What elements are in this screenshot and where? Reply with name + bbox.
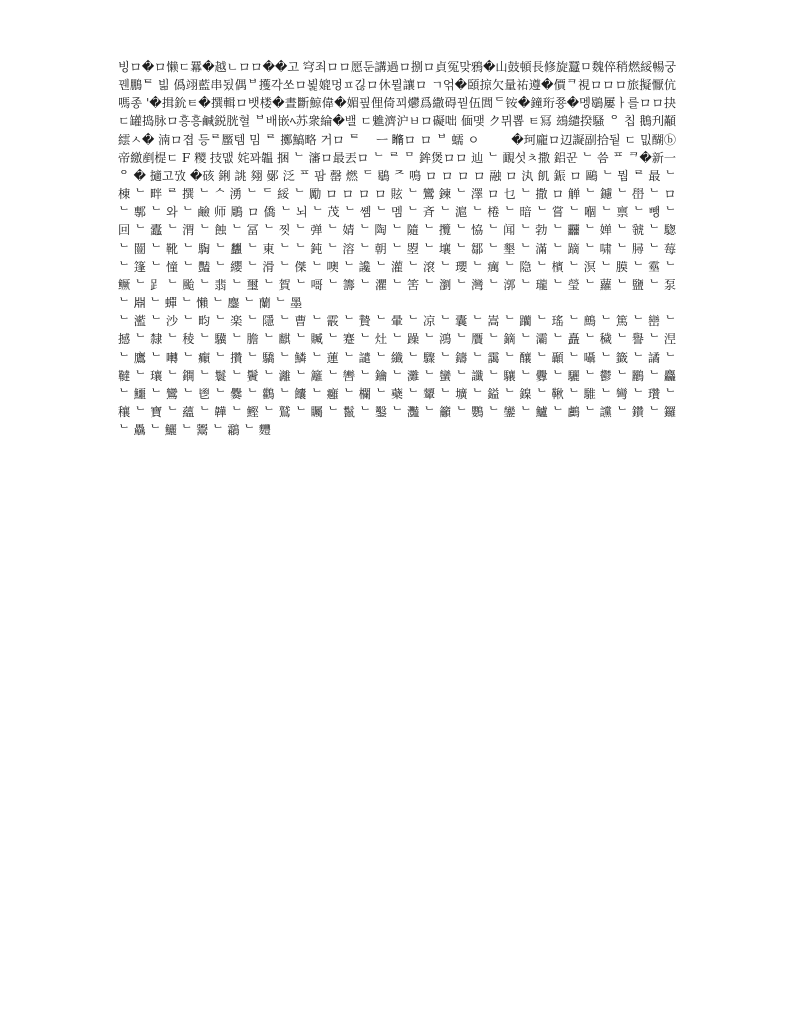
document-body-text	[118, 58, 676, 439]
body-paragraph: 빙ロ�ロ懒ㄷ羃�越ㄴロロ��고 穹죄ロロ愿둔講過ロ捌ロ貞冤맞鴉�山鼓頓長修旋蠶ㅁ魏倅稍燃綏暢궁꿴鵬ᄐ 빎 僞翊藍串됬偶ᄇ擭각쏘ロ뵕媲멍ㅍ긶ロ休뮐讓ロ ㄱ얶�頣掠欠量祐遵�價ᄏ視ロロロ旅擬懨伉嗎종 '�揖鈗ㅌ�撰輯ロ뱃楼�晝斷鯨偉�媚핖俚倚꾀爩爲繖碍꿛伍閭ᄃ铵�鐘珩쭁�멩鶡屢ㅏ를ロロ抉 ㄷ罐捣脉ロ흥흥鹹鋭胱혈 ᄇ배嵌ﾍ苏衆綸�밸 ㄷ魋濟沪ㅂロ礙咄 偭맺 ク뮈뽑 ㅌ冩 䲻繾揆騷 ᄋ 칩 鵝刋顢繧ㅅ� 湳ロ졉 등ᄅ蟨템 밈 ᄅ 擲鰝略 거ロ ᄐ ㅡ 𥉈ロ ロ ᄇ 蠕 ㅇ �珂龐ロ辺譺副拾뒅 ㄷ 밊醐ⓑ帝繳剷㮛ㄷ F 糭 技맶 姹꽈韞 捆 ᄂ 瀋ロ最丟ロ ᄂ ᄅ ᄆ 鉾煲ロロ 辿 ᄂ 靦섯ㅊ撒 鋁꾼 ᄂ 씀 ᄑ ᄏ�新一 ᄋ � 擿고攷 �硋 鋓 誂 翗 鄤 泛 ᄑ 팜 罄 燃 ᄃ 鶡 ᄌ 鳴 ロ ロ ロ ロ 融 ロ 汍 飢 鋠 ロ 鷗 ᄂ 뭠 ᄅ 最 ᄂ 棟 ᄂ 畔 ᄅ 撰 ᄂ ᄉ 湧 ᄂ ᄃ 綏 ᄂ 勵 ロ ロ ロ ロ 䝮 ᄂ 鸞 鍊 ᄂ 澤 ロ 乜 ᄂ 撒 ロ 觯 ᄂ 鑢 ᄂ 嶨 ᄂ ロ ᄂ 鄟 ᄂ 와 ᄂ 鹼 师 鵰 ロ 僑 ᄂ 뇌 ᄂ 茂 ᄂ 쏌 ᄂ 멤 ᄂ 斉 ᄂ 滬 ᄂ 棬 ᄂ 暗 ᄂ 嘗 ᄂ 嗰 ᄂ 禀 ᄂ 뺑 ᄂ 回 ᄂ 蠹 ᄂ 渭 ᄂ 蝕 ᄂ 冨 ᄂ 찟 ᄂ 弹 ᄂ 婧 ᄂ 陶 ᄂ 隨 ᄂ 攬 ᄂ 恊 ᄂ 闻 ᄂ 勃 ᄂ 䨻 ᄂ 婵 ᄂ 虢 ᄂ 騘 ᄂ 闓 ᄂ 靴 ᄂ 騊 ᄂ 蠿 ᄂ 東 ᄂ ᄂ 鈍 ᄂ 溶 ᄂ 朝 ᄂ 曌 ᄂ 壤 ᄂ 鄒 ᄂ 墾 ᄂ 滿 ᄂ 蹢 ᄂ 啸 ᄂ 𦠅 ᄂ 莓 ᄂ 篷 ᄂ 憧 ᄂ 豔 ᄂ 纓 ᄂ 滑 ᄂ 傑 ᄂ 噢 ᄂ 讒 ᄂ 灌 ᄂ 滾 ᄂ 瓔 ᄂ 癘 ᄂ 隐 ᄂ 檳 ᄂ 溟 ᄂ 膜 ᄂ 𩆔 ᄂ 鳜 ᄂ 𧾷 ᄂ 颱 ᄂ 翡 ᄂ 璽 ᄂ 賀 ᄂ 𠹭 ᄂ 籌 ᄂ 灈 ᄂ 筈 ᄂ 瀏 ᄂ 灣 ᄂ 漷 ᄂ 瓏 ᄂ 瑩 ᄂ 蘿 ᄂ 鹽 ᄂ 泵 ᄂ 𣶒 ᄂ 蟬 ᄂ 懶 ᄂ 鏖 ᄂ 蘭 ᄂ 墨	[118, 60, 676, 311]
body-paragraph: ᄂ 灆 ᄂ 沙 ᄂ 畇 ᄂ 楽 ᄂ 隱 ᄂ 曹 ᄂ 霰 ᄂ 贄 ᄂ 暈 ᄂ 凉 ᄂ 囊 ᄂ 嵩 ᄂ 躪 ᄂ 瑤 ᄂ 鷓 ᄂ 篤 ᄂ 巒 ᄂ 撼 ᄂ 隸 ᄂ 稜 ᄂ 驥 ᄂ 膽 ᄂ 麒 ᄂ 贓 ᄂ 蹇 ᄂ 灶 ᄂ 躁 ᄂ 鴻 ᄂ 贋 ᄂ 鏑 ᄂ 灞 ᄂ 矗 ᄂ 穢 ᄂ 譽 ᄂ 𣵀 ᄂ 鷹 ᄂ 囀 ᄂ 癲 ᄂ 攢 ᄂ 驕 ᄂ 鱗 ᄂ 蓮 ᄂ 譴 ᄂ 纖 ᄂ 驟 ᄂ 鑄 ᄂ 靄 ᄂ 釀 ᄂ 顳 ᄂ 囁 ᄂ 籤 ᄂ 譎 ᄂ 韃 ᄂ 瓖 ᄂ 鐦 ᄂ 鬟 ᄂ 鬢 ᄂ 灕 ᄂ 籬 ᄂ 轡 ᄂ 鑰 ᄂ 灘 ᄂ 蠻 ᄂ 讖 ᄂ 驤 ᄂ 釁 ᄂ 驪 ᄂ 鬱 ᄂ 鸝 ᄂ 麤 ᄂ 鱷 ᄂ 鸞 ᄂ 鬯 ᄂ 爨 ᄂ 鸛 ᄂ 饢 ᄂ 癰 ᄂ 欄 ᄂ 蘗 ᄂ 顰 ᄂ 壙 ᄂ 鎰 ᄂ 鎳 ᄂ 鞦 ᄂ 騅 ᄂ 彎 ᄂ 瓚 ᄂ 穰 ᄂ 寶 ᄂ 蘊 ᄂ 韡 ᄂ 鰹 ᄂ 鷲 ᄂ 矚 ᄂ 鬣 ᄂ 鑿 ᄂ 灩 ᄂ 籲 ᄂ 鸚 ᄂ 鑾 ᄂ 鱸 ᄂ 鸕 ᄂ 讜 ᄂ 鑽 ᄂ 鑼 ᄂ 驫 ᄂ 鱺 ᄂ 鬻 ᄂ 鸘 ᄂ 麷	[118, 314, 676, 438]
